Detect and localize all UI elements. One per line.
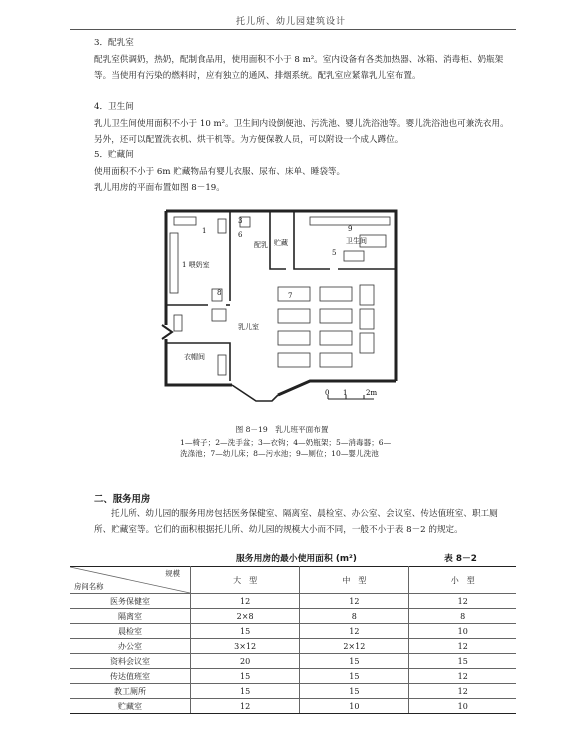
table-cell: 8 bbox=[409, 609, 516, 624]
room-label-milk: 1 喂奶室 bbox=[182, 261, 210, 269]
table-cell: 15 bbox=[191, 669, 300, 684]
table-cell: 传达值班室 bbox=[70, 669, 191, 684]
table-cell: 医务保健室 bbox=[70, 594, 191, 609]
service-area-table bbox=[70, 566, 516, 714]
corner-top-label: 规模 bbox=[165, 569, 180, 578]
section-title-service: 二、服务用房 bbox=[94, 494, 151, 505]
table-cell: 12 bbox=[409, 684, 516, 699]
table-cell: 10 bbox=[300, 699, 409, 714]
table-cell: 晨检室 bbox=[70, 624, 191, 639]
table-cell: 15 bbox=[300, 654, 409, 669]
table-row bbox=[70, 594, 516, 609]
section-3-title: 3．配乳室 bbox=[94, 38, 134, 48]
plan-number: 1 bbox=[202, 227, 207, 235]
table-cell: 12 bbox=[409, 594, 516, 609]
table-cell: 10 bbox=[409, 699, 516, 714]
plan-number: 9 bbox=[348, 225, 353, 233]
service-body: 托儿所、幼儿园的服务用房包括医务保健室、隔离室、晨检室、办公室、会议室、传达值班室、职工厕所、贮藏室等。它们的面积根据托儿所、幼儿园的规模大小而不同，一般不小于表 8－2 的规定。 bbox=[94, 509, 498, 535]
table-cell: 12 bbox=[409, 669, 516, 684]
plan-number: 6 bbox=[238, 231, 243, 239]
floor-plan-figure bbox=[160, 205, 404, 415]
table-cell: 12 bbox=[191, 699, 300, 714]
table-corner-cell bbox=[70, 567, 191, 594]
room-label-toilet: 卫生间 bbox=[346, 237, 367, 245]
table-title: 服务用房的最小使用面积 (m²) bbox=[236, 554, 357, 564]
plan-number: 7 bbox=[288, 292, 293, 300]
plan-number: 8 bbox=[217, 289, 222, 297]
table-header-cell: 大 型 bbox=[191, 567, 300, 594]
table-cell: 资料会议室 bbox=[70, 654, 191, 669]
section-4-title: 4．卫生间 bbox=[94, 102, 134, 112]
table-cell: 15 bbox=[300, 684, 409, 699]
running-header: 托儿所、幼儿园建筑设计 bbox=[235, 17, 346, 27]
table-cell: 12 bbox=[300, 624, 409, 639]
table-cell: 贮藏室 bbox=[70, 699, 191, 714]
table-number: 表 8－2 bbox=[444, 554, 477, 564]
table-row bbox=[70, 639, 516, 654]
room-label-formula: 配乳 bbox=[254, 241, 268, 249]
table-cell: 教工厕所 bbox=[70, 684, 191, 699]
header-rule bbox=[70, 29, 516, 30]
scale-bar bbox=[325, 389, 377, 399]
scale-label: 1 bbox=[343, 389, 348, 397]
entrance-arrow bbox=[162, 325, 172, 339]
plan-number: 3 bbox=[238, 217, 243, 225]
figure-legend-line2: 洗涤池；7—幼儿床；8—污水池；9—厕位；10—婴儿洗池 bbox=[180, 449, 379, 458]
table-row bbox=[70, 684, 516, 699]
table-cell: 10 bbox=[409, 624, 516, 639]
room-label-cloak: 衣帽间 bbox=[184, 353, 205, 361]
plan-bay-window bbox=[232, 385, 278, 401]
table-cell: 20 bbox=[191, 654, 300, 669]
table-cell: 办公室 bbox=[70, 639, 191, 654]
section-3-body: 配乳室供调奶，热奶，配制食品用，使用面积不小于 8 m²。室内设备有各类加热器、冰箱、消毒柜、奶瓶架等。当使用有污染的燃料时，应有独立的通风、排烟系统。配乳室应紧靠乳儿室布置。 bbox=[94, 55, 504, 81]
table-row bbox=[70, 669, 516, 684]
table-cell: 15 bbox=[191, 684, 300, 699]
section-4-body: 乳儿卫生间使用面积不小于 10 m²。卫生间内设倒便池、污洗池、婴儿洗浴池等。婴儿洗浴池也可兼洗衣用。另外，还可以配置洗衣机、烘干机等。为方便保教人员，可以附设一个成人蹲位。 bbox=[94, 119, 509, 145]
section-5-body: 使用面积不小于 6m 贮藏物品有婴儿衣服、尿布、床单、睡袋等。 bbox=[94, 167, 346, 177]
table-cell: 12 bbox=[300, 594, 409, 609]
table-cell: 15 bbox=[409, 654, 516, 669]
figure-caption: 图 8－19 乳儿班平面布置 bbox=[235, 425, 329, 434]
table-cell: 2×12 bbox=[300, 639, 409, 654]
scale-label: 2m bbox=[366, 389, 378, 397]
table-cell: 隔离室 bbox=[70, 609, 191, 624]
table-row bbox=[70, 699, 516, 714]
table-cell: 12 bbox=[191, 594, 300, 609]
plan-number: 5 bbox=[332, 249, 337, 257]
table-cell: 3×12 bbox=[191, 639, 300, 654]
figure-intro: 乳儿用房的平面布置如图 8－19。 bbox=[94, 183, 225, 193]
figure-legend-line1: 1—椅子；2—洗手盆；3—衣钩；4—奶瓶架；5—消毒器；6— bbox=[180, 438, 392, 447]
table-cell: 15 bbox=[191, 624, 300, 639]
table-cell: 8 bbox=[300, 609, 409, 624]
table-cell: 15 bbox=[300, 669, 409, 684]
corner-bottom-label: 房间名称 bbox=[74, 582, 104, 591]
room-label-storage: 贮藏 bbox=[274, 239, 288, 247]
table-header-cell: 中 型 bbox=[300, 567, 409, 594]
table-cell: 2×8 bbox=[191, 609, 300, 624]
table-header-cell: 小 型 bbox=[409, 567, 516, 594]
table-row bbox=[70, 609, 516, 624]
table-header-row bbox=[70, 567, 516, 594]
room-label-infant: 乳儿室 bbox=[238, 323, 259, 331]
scale-label: 0 bbox=[325, 389, 330, 397]
table-row bbox=[70, 624, 516, 639]
table-row bbox=[70, 654, 516, 669]
section-5-title: 5．贮藏间 bbox=[94, 150, 134, 160]
table-cell: 12 bbox=[409, 639, 516, 654]
